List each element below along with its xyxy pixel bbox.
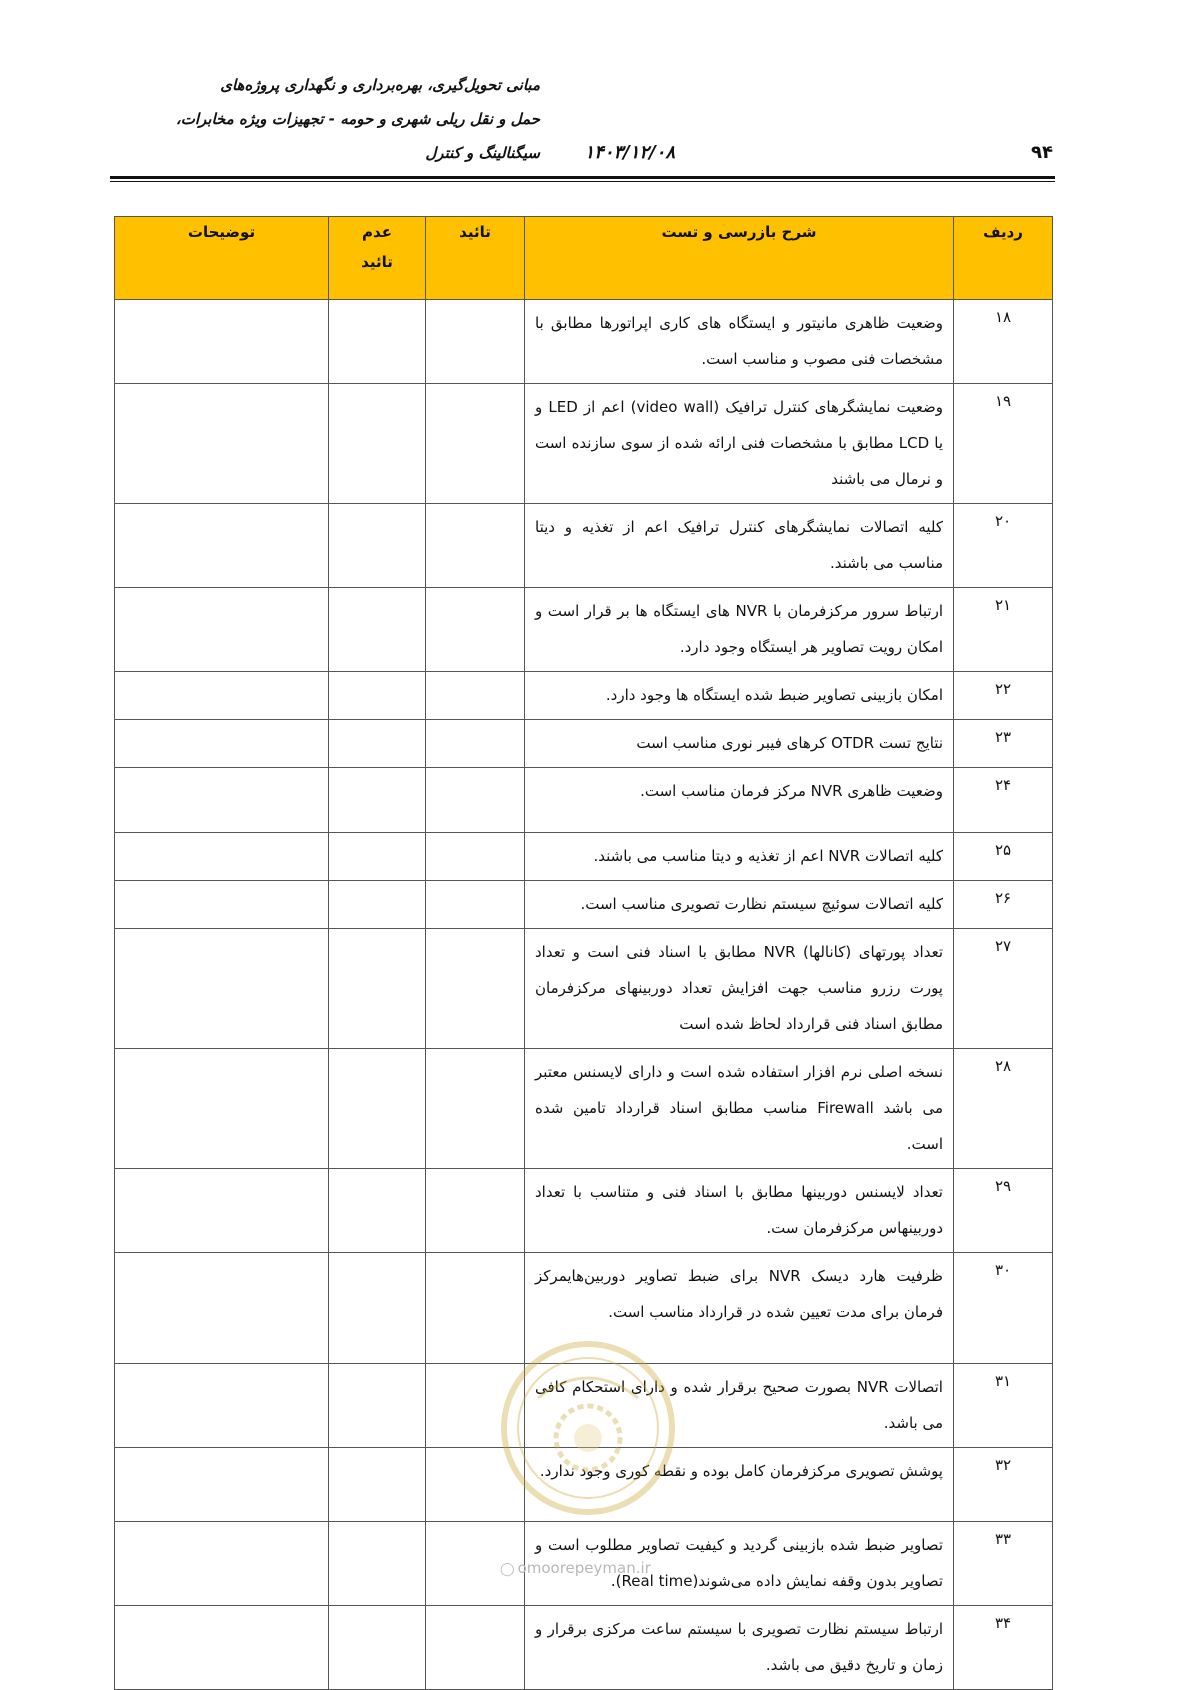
- table-row: [115, 588, 1053, 672]
- table-row: [115, 833, 1053, 881]
- row-number: ۲۰: [954, 504, 1053, 588]
- row-number: ۳۳: [954, 1522, 1053, 1606]
- row-approved-cell: [426, 672, 525, 720]
- row-description: پوشش تصویری مرکزفرمان کامل بوده و نقطه کوری وجود ندارد.: [525, 1448, 954, 1522]
- row-approved-cell: [426, 1253, 525, 1364]
- table-row: [115, 881, 1053, 929]
- table-row: [115, 1169, 1053, 1253]
- row-notes-cell: [115, 1364, 329, 1448]
- row-not-approved-cell: [329, 1522, 426, 1606]
- page-header: [110, 60, 1055, 190]
- row-not-approved-cell: [329, 881, 426, 929]
- row-approved-cell: [426, 768, 525, 833]
- row-description: نتایج تست OTDR کرهای فیبر نوری مناسب است: [525, 720, 954, 768]
- row-not-approved-cell: [329, 768, 426, 833]
- row-approved-cell: [426, 833, 525, 881]
- table-row: [115, 929, 1053, 1049]
- row-notes-cell: [115, 833, 329, 881]
- row-number: ۲۱: [954, 588, 1053, 672]
- copyright-icon: ◯: [500, 1562, 515, 1577]
- row-not-approved-cell: [329, 1448, 426, 1522]
- table-row: [115, 672, 1053, 720]
- document-date: ۱۴۰۳/۱۲/۰۸: [584, 142, 675, 163]
- row-approved-cell: [426, 1364, 525, 1448]
- watermark-site: [500, 1559, 651, 1577]
- row-not-approved-cell: [329, 1169, 426, 1253]
- row-number: ۳۲: [954, 1448, 1053, 1522]
- row-number: ۲۲: [954, 672, 1053, 720]
- table-row: [115, 384, 1053, 504]
- row-notes-cell: [115, 504, 329, 588]
- row-not-approved-cell: [329, 384, 426, 504]
- inspection-table: [114, 216, 1053, 1690]
- table-row: [115, 1049, 1053, 1169]
- row-approved-cell: [426, 504, 525, 588]
- header-approved: تائید: [426, 217, 525, 300]
- row-description: تعداد پورتهای (کانالها) NVR مطابق با اسناد فنی است و تعداد پورت رزرو مناسب جهت افزایش تعداد دوربینهای مرکزفرمان مطابق اسناد فنی قرارداد لحاظ شده است: [525, 929, 954, 1049]
- row-number: ۲۹: [954, 1169, 1053, 1253]
- table-row: [115, 1448, 1053, 1522]
- row-description: امکان بازبینی تصاویر ضبط شده ایستگاه ها وجود دارد.: [525, 672, 954, 720]
- row-description: اتصالات NVR بصورت صحیح برقرار شده و دارای استحکام کافی می باشد.: [525, 1364, 954, 1448]
- header-rule-thin: [110, 181, 1055, 182]
- row-description: وضعیت ظاهری NVR مرکز فرمان مناسب است.: [525, 768, 954, 833]
- row-approved-cell: [426, 1049, 525, 1169]
- row-approved-cell: [426, 881, 525, 929]
- row-number: ۲۵: [954, 833, 1053, 881]
- row-description: ارتباط سیستم نظارت تصویری با سیستم ساعت مرکزی برقرار و زمان و تاریخ دقیق می باشد.: [525, 1606, 954, 1690]
- row-notes-cell: [115, 588, 329, 672]
- row-description: ظرفیت هارد دیسک NVR برای ضبط تصاویر دوربین‌هایمرکز فرمان برای مدت تعیین شده در قرارداد مناسب است.: [525, 1253, 954, 1364]
- row-notes-cell: [115, 1448, 329, 1522]
- row-number: ۱۹: [954, 384, 1053, 504]
- page-number: ۹۴: [1031, 142, 1053, 163]
- header-notes: توضیحات: [115, 217, 329, 300]
- title-line-3: سیگنالینگ و کنترل: [425, 144, 540, 162]
- header-not-approved-line2: تائید: [361, 253, 393, 271]
- row-number: ۱۸: [954, 300, 1053, 384]
- row-approved-cell: [426, 384, 525, 504]
- row-approved-cell: [426, 1169, 525, 1253]
- row-description: کلیه اتصالات سوئیچ سیستم نظارت تصویری مناسب است.: [525, 881, 954, 929]
- title-line-1: مبانی تحویل‌گیری، بهره‌برداری و نگهداری پروژه‌های: [220, 76, 540, 94]
- row-number: ۲۶: [954, 881, 1053, 929]
- row-approved-cell: [426, 720, 525, 768]
- row-number: ۳۰: [954, 1253, 1053, 1364]
- row-description: کلیه اتصالات NVR اعم از تغذیه و دیتا مناسب می باشند.: [525, 833, 954, 881]
- row-notes-cell: [115, 300, 329, 384]
- row-approved-cell: [426, 929, 525, 1049]
- row-not-approved-cell: [329, 833, 426, 881]
- row-approved-cell: [426, 1448, 525, 1522]
- row-approved-cell: [426, 588, 525, 672]
- row-not-approved-cell: [329, 1049, 426, 1169]
- row-approved-cell: [426, 300, 525, 384]
- row-description: ارتباط سرور مرکزفرمان با NVR های ایستگاه ها بر قرار است و امکان رویت تصاویر هر ایستگاه وجود دارد.: [525, 588, 954, 672]
- table-row: [115, 1364, 1053, 1448]
- row-notes-cell: [115, 1253, 329, 1364]
- row-description: تصاویر ضبط شده بازبینی گردید و کیفیت تصاویر مطلوب است و تصاویر بدون وقفه نمایش داده می‌شوند(Real time).: [525, 1522, 954, 1606]
- table-row: [115, 1253, 1053, 1364]
- row-number: ۳۱: [954, 1364, 1053, 1448]
- document-title: [110, 68, 540, 170]
- row-notes-cell: [115, 1606, 329, 1690]
- row-notes-cell: [115, 672, 329, 720]
- table-row: [115, 768, 1053, 833]
- row-notes-cell: [115, 929, 329, 1049]
- header-row-number: ردیف: [954, 217, 1053, 300]
- row-not-approved-cell: [329, 1364, 426, 1448]
- row-description: وضعیت نمایشگرهای کنترل ترافیک (video wall) اعم از LED و یا LCD مطابق با مشخصات فنی ارائه شده از سوی سازنده است و نرمال می باشند: [525, 384, 954, 504]
- row-notes-cell: [115, 1522, 329, 1606]
- table-row: [115, 720, 1053, 768]
- row-notes-cell: [115, 768, 329, 833]
- row-not-approved-cell: [329, 1606, 426, 1690]
- row-notes-cell: [115, 720, 329, 768]
- row-number: ۲۳: [954, 720, 1053, 768]
- table-header-row: [115, 217, 1053, 300]
- row-description: نسخه اصلی نرم افزار استفاده شده است و دارای لایسنس معتبر می باشد Firewall مناسب مطابق اسناد قرارداد تامین شده است.: [525, 1049, 954, 1169]
- row-notes-cell: [115, 881, 329, 929]
- header-not-approved: [329, 217, 426, 300]
- title-line-2: حمل و نقل ریلی شهری و حومه - تجهیزات ویژه مخابرات،: [175, 110, 540, 128]
- row-number: ۲۸: [954, 1049, 1053, 1169]
- row-description: تعداد لایسنس دوربینها مطابق با اسناد فنی و متناسب با تعداد دوربینهاس مرکزفرمان ست.: [525, 1169, 954, 1253]
- row-notes-cell: [115, 384, 329, 504]
- row-description: وضعیت ظاهری مانیتور و ایستگاه های کاری اپراتورها مطابق با مشخصات فنی مصوب و مناسب است.: [525, 300, 954, 384]
- row-description: کلیه اتصالات نمایشگرهای کنترل ترافیک اعم از تغذیه و دیتا مناسب می باشند.: [525, 504, 954, 588]
- row-not-approved-cell: [329, 504, 426, 588]
- table-row: [115, 300, 1053, 384]
- watermark-site-text: omoorepeyman.ir: [517, 1559, 651, 1577]
- row-notes-cell: [115, 1169, 329, 1253]
- header-not-approved-line1: عدم: [362, 223, 392, 241]
- row-notes-cell: [115, 1049, 329, 1169]
- row-approved-cell: [426, 1606, 525, 1690]
- row-not-approved-cell: [329, 588, 426, 672]
- row-not-approved-cell: [329, 672, 426, 720]
- row-not-approved-cell: [329, 300, 426, 384]
- row-number: ۳۴: [954, 1606, 1053, 1690]
- table-row: [115, 504, 1053, 588]
- header-description: شرح بازرسی و تست: [525, 217, 954, 300]
- row-not-approved-cell: [329, 1253, 426, 1364]
- header-rule-thick: [110, 176, 1055, 179]
- row-number: ۲۷: [954, 929, 1053, 1049]
- row-not-approved-cell: [329, 720, 426, 768]
- table-row: [115, 1606, 1053, 1690]
- row-number: ۲۴: [954, 768, 1053, 833]
- row-not-approved-cell: [329, 929, 426, 1049]
